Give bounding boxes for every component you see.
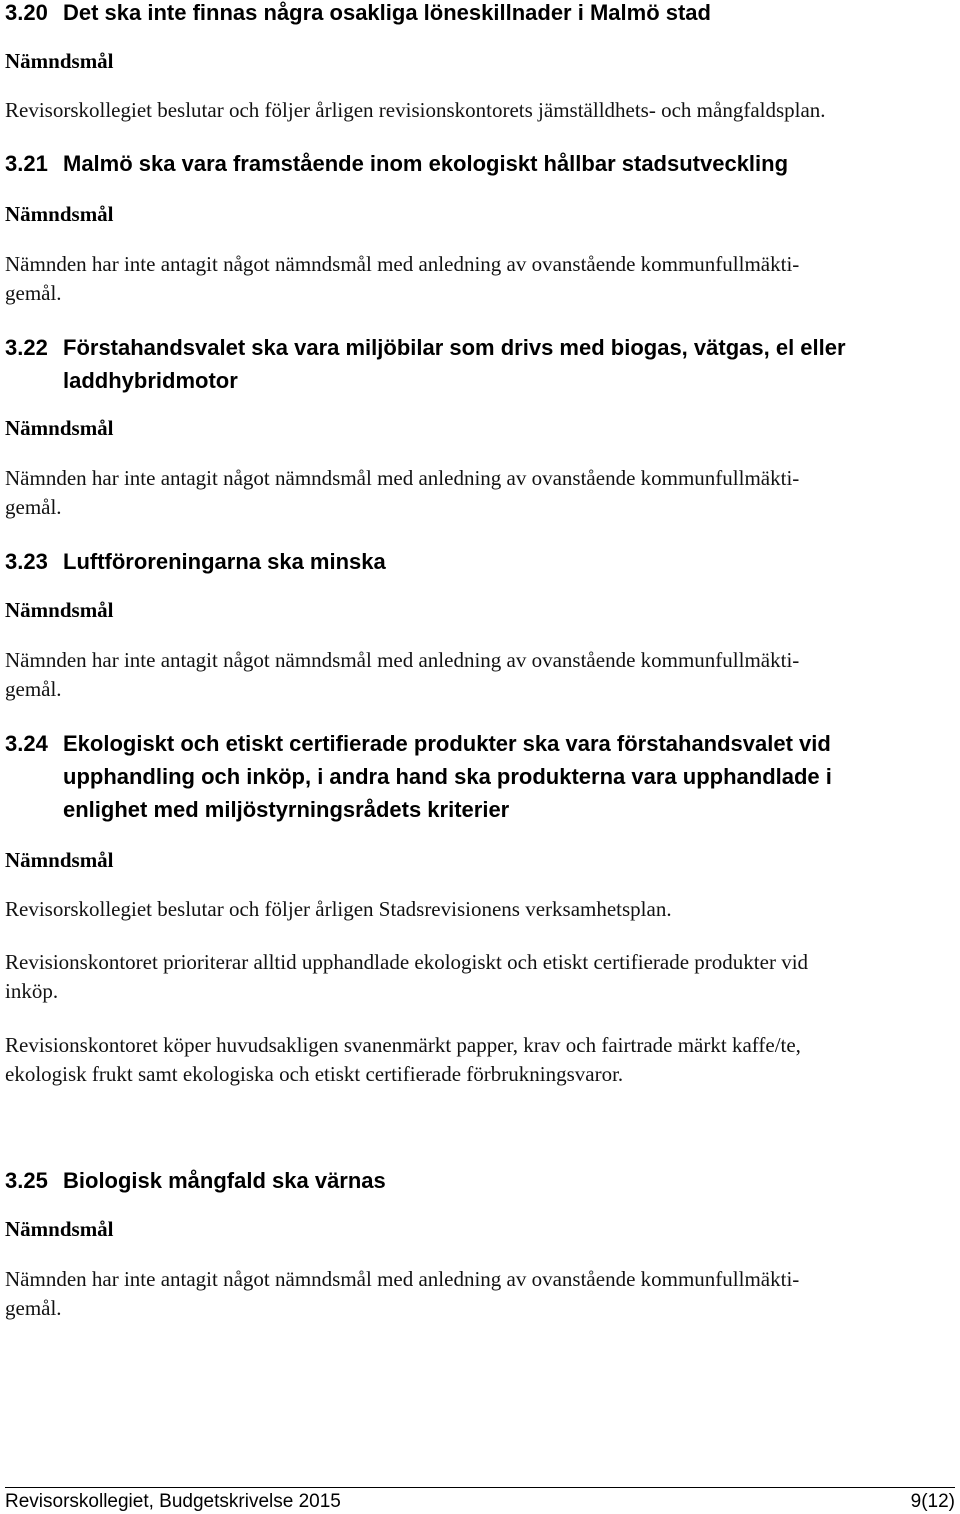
section-title: Malmö ska vara framstående inom ekologiskt hållbar stadsutveckling [63, 151, 789, 176]
paragraph-line: gemål. [5, 677, 62, 701]
paragraph: Revisorskollegiet beslutar och följer årligen Stadsrevisionens verksamhetsplan. [5, 897, 672, 921]
paragraph-line: Revisionskontoret köper huvudsakligen svanenmärkt papper, krav och fairtrade märkt kaffe/te, [5, 1033, 801, 1057]
section-number: 3.22 [5, 335, 48, 360]
paragraph-line: gemål. [5, 1296, 62, 1320]
section-title-line: Ekologiskt och etiskt certifierade produkter ska vara förstahandsvalet vid [63, 731, 831, 756]
section-number: 3.25 [5, 1168, 48, 1193]
section-title: Det ska inte finnas några osakliga löneskillnader i Malmö stad [63, 0, 711, 25]
section-heading-3-21 [5, 147, 955, 180]
subheading-namndsmal: Nämndsmål [5, 202, 114, 226]
section-title-line: enlighet med miljöstyrningsrådets kriterier [63, 797, 510, 822]
paragraph: Revisorskollegiet beslutar och följer årligen revisionskontorets jämställdhets- och mångfaldsplan. [5, 98, 826, 122]
paragraph-line: Nämnden har inte antagit något nämndsmål med anledning av ovanstående kommunfullmäkti- [5, 1267, 800, 1291]
subheading-namndsmal: Nämndsmål [5, 1217, 114, 1241]
section-heading-3-20 [5, 0, 955, 29]
paragraph-line: Nämnden har inte antagit något nämndsmål med anledning av ovanstående kommunfullmäkti- [5, 466, 800, 490]
section-title: Biologisk mångfald ska värnas [63, 1168, 386, 1193]
paragraph-line: Nämnden har inte antagit något nämndsmål med anledning av ovanstående kommunfullmäkti- [5, 252, 800, 276]
section-heading-3-22 [5, 331, 955, 397]
paragraph-line: ekologisk frukt samt ekologiska och etiskt certifierade förbrukningsvaror. [5, 1062, 624, 1086]
subheading-namndsmal: Nämndsmål [5, 416, 114, 440]
subheading-namndsmal: Nämndsmål [5, 49, 114, 73]
section-heading-3-24 [5, 727, 955, 826]
subheading-namndsmal: Nämndsmål [5, 598, 114, 622]
section-heading-3-25 [5, 1164, 955, 1197]
paragraph-line: inköp. [5, 979, 59, 1003]
section-title-line: upphandling och inköp, i andra hand ska produkterna vara upphandlade i [63, 764, 832, 789]
section-title-line: Förstahandsvalet ska vara miljöbilar som drivs med biogas, vätgas, el eller [63, 335, 846, 360]
footer-page-number: 9(12) [910, 1491, 955, 1512]
footer-document-title: Revisorskollegiet, Budgetskrivelse 2015 [5, 1491, 341, 1512]
section-number: 3.21 [5, 151, 48, 176]
subheading-namndsmal: Nämndsmål [5, 848, 114, 872]
paragraph-line: gemål. [5, 281, 62, 305]
paragraph-line: gemål. [5, 495, 62, 519]
footer-divider [5, 1487, 955, 1488]
section-heading-3-23 [5, 545, 955, 578]
section-number: 3.20 [5, 0, 48, 25]
paragraph-line: Nämnden har inte antagit något nämndsmål med anledning av ovanstående kommunfullmäkti- [5, 648, 800, 672]
section-number: 3.23 [5, 549, 48, 574]
section-title: Luftföroreningarna ska minska [63, 549, 386, 574]
paragraph-line: Revisionskontoret prioriterar alltid upphandlade ekologiskt och etiskt certifierade produkter vid [5, 950, 809, 974]
section-number: 3.24 [5, 731, 48, 756]
section-title-line: laddhybridmotor [63, 368, 238, 393]
